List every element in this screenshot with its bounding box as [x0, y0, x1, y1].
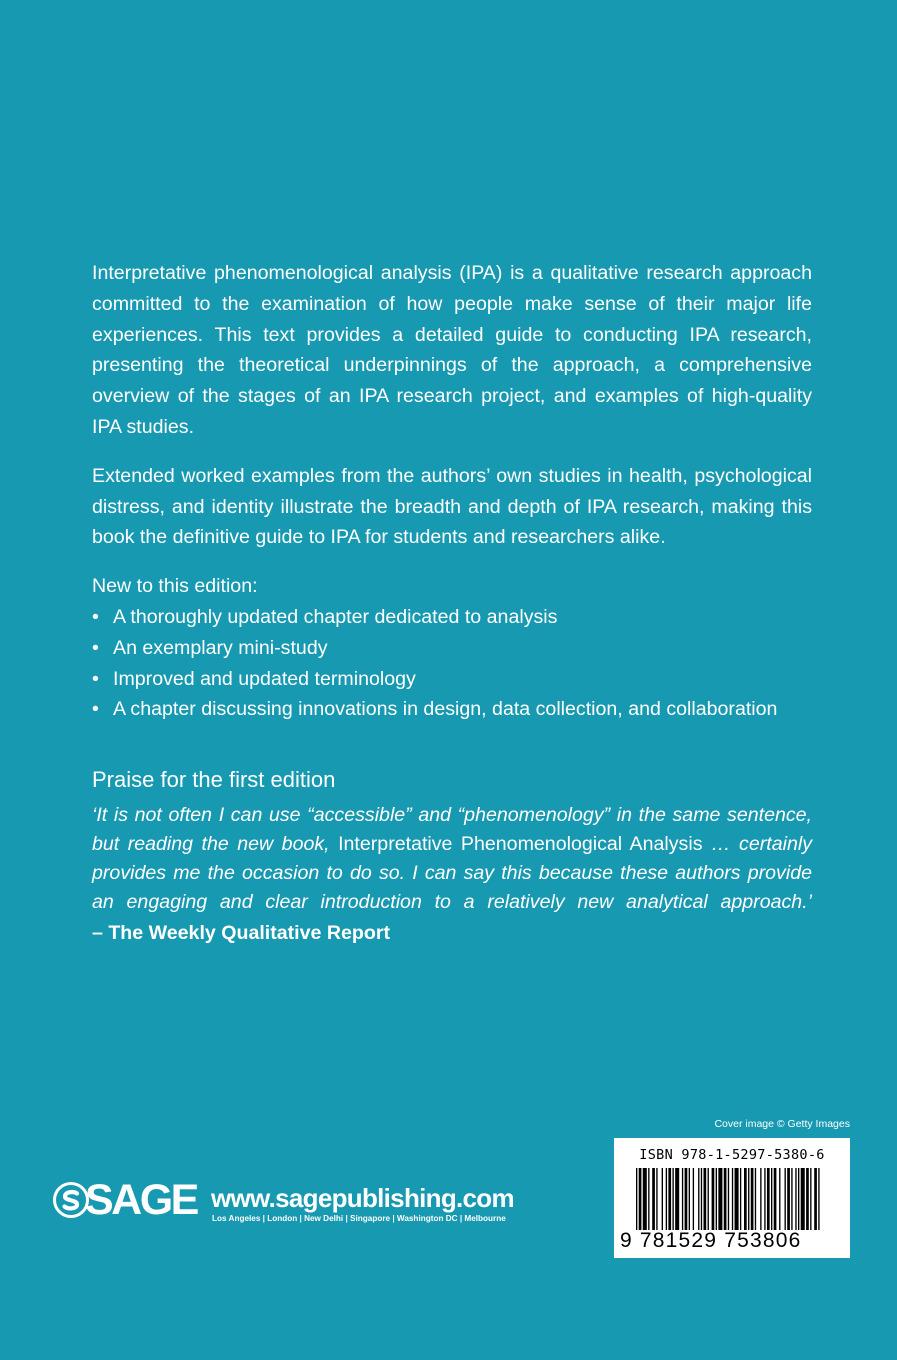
- barcode-bar: [806, 1168, 809, 1230]
- barcode-bar: [732, 1168, 733, 1230]
- publisher-cities: Los Angeles | London | New Delhi | Singapore | Washington DC | Melbourne: [212, 1214, 506, 1223]
- list-item: • A thoroughly updated chapter dedicated to analysis: [92, 602, 812, 633]
- barcode-bar: [716, 1168, 717, 1230]
- barcode-bar: [810, 1168, 811, 1230]
- barcode-bar: [682, 1168, 683, 1230]
- barcode-bar: [639, 1168, 642, 1230]
- barcode-bar: [652, 1168, 655, 1230]
- barcode-bar: [656, 1168, 657, 1230]
- sage-wordmark: SAGE: [85, 1176, 197, 1224]
- quoted-book-title: Interpretative Phenomenological Analysis: [338, 832, 703, 855]
- barcode-bar: [779, 1168, 780, 1230]
- quote-attribution: – The Weekly Qualitative Report: [92, 922, 390, 945]
- description-paragraph-2: Extended worked examples from the authors’ own studies in health, psychological distress, and identity illustrate the breadth and depth of IPA research, making this book the definitive guide to IPA for students and researchers alike.: [92, 464, 812, 549]
- praise-quote: ‘It is not often I can use “accessible” and “phenomenology” in the same sentence, but reading the new book, Interpretative Phenomenological Analysis … certainly provides me the occasion to do so. I can say this because these authors provide an engaging and clear introduction to a relatively new analytical approach.’: [92, 804, 813, 913]
- barcode-bar: [704, 1168, 707, 1230]
- barcode-bar: [755, 1168, 756, 1230]
- barcode-icon: [636, 1168, 830, 1230]
- barcode-bar: [785, 1168, 786, 1230]
- barcode-bar: [668, 1168, 671, 1230]
- praise-heading: Praise for the first edition: [92, 767, 336, 793]
- barcode-bar: [798, 1168, 799, 1230]
- barcode-bar: [795, 1168, 796, 1230]
- publisher-url: www.sagepublishing.com: [211, 1183, 514, 1213]
- barcode-bar: [672, 1168, 673, 1230]
- barcode-bar: [675, 1168, 679, 1230]
- new-edition-list: [92, 602, 812, 725]
- barcode-bar: [787, 1168, 790, 1230]
- barcode-bar: [724, 1168, 727, 1230]
- barcode-bar: [693, 1168, 694, 1230]
- description-paragraph-1: Interpretative phenomenological analysis (IPA) is a qualitative research approach committed to the examination of how people make sense of their major life experiences. This text provides a detailed guide to conducting IPA research, presenting the theoretical underpinnings of the approach, a comprehensive overview of the stages of an IPA research project, and examples of high-quality IPA studies.: [92, 262, 812, 438]
- barcode-bar: [698, 1168, 699, 1230]
- publisher-block: [53, 1176, 514, 1228]
- barcode-bar: [643, 1168, 647, 1230]
- list-item: • An exemplary mini-study: [92, 633, 812, 664]
- bullet-icon: •: [92, 667, 99, 690]
- barcode-bar: [748, 1168, 749, 1230]
- barcode-bar: [701, 1168, 702, 1230]
- barcode-bar: [662, 1168, 663, 1230]
- barcode-bar: [718, 1168, 722, 1230]
- barcode-bar: [767, 1168, 770, 1230]
- barcode-bar: [751, 1168, 754, 1230]
- barcode-bar: [791, 1168, 792, 1230]
- bullet-icon: •: [92, 698, 99, 721]
- barcode-bar: [708, 1168, 709, 1230]
- barcode-bar: [818, 1168, 819, 1230]
- barcode-bar: [774, 1168, 777, 1230]
- bullet-icon: •: [92, 636, 99, 659]
- barcode-bar: [764, 1168, 765, 1230]
- barcode-bar: [801, 1168, 805, 1230]
- list-item: • Improved and updated terminology: [92, 664, 812, 695]
- bullet-icon: •: [92, 605, 99, 628]
- back-cover-text: [92, 258, 812, 948]
- barcode-bar: [740, 1168, 741, 1230]
- barcode-bar: [712, 1168, 715, 1230]
- barcode-bar: [814, 1168, 817, 1230]
- barcode-bar: [728, 1168, 729, 1230]
- barcode-digits: 9 781529 753806: [620, 1229, 802, 1252]
- isbn-barcode: [614, 1138, 850, 1258]
- cover-image-credit: Cover image © Getty Images: [714, 1118, 850, 1130]
- list-item: • A chapter discussing innovations in design, data collection, and collaboration: [92, 694, 812, 725]
- barcode-bar: [685, 1168, 688, 1230]
- barcode-bar: [689, 1168, 690, 1230]
- barcode-bar: [744, 1168, 747, 1230]
- sage-logo-icon: [53, 1182, 89, 1218]
- barcode-bar: [760, 1168, 761, 1230]
- isbn-label: ISBN 978-1-5297-5380-6: [639, 1147, 825, 1163]
- barcode-bar: [735, 1168, 739, 1230]
- barcode-bar: [666, 1168, 667, 1230]
- barcode-bar: [771, 1168, 772, 1230]
- barcode-bar: [636, 1168, 637, 1230]
- new-edition-heading: New to this edition:: [92, 575, 258, 598]
- barcode-bar: [648, 1168, 649, 1230]
